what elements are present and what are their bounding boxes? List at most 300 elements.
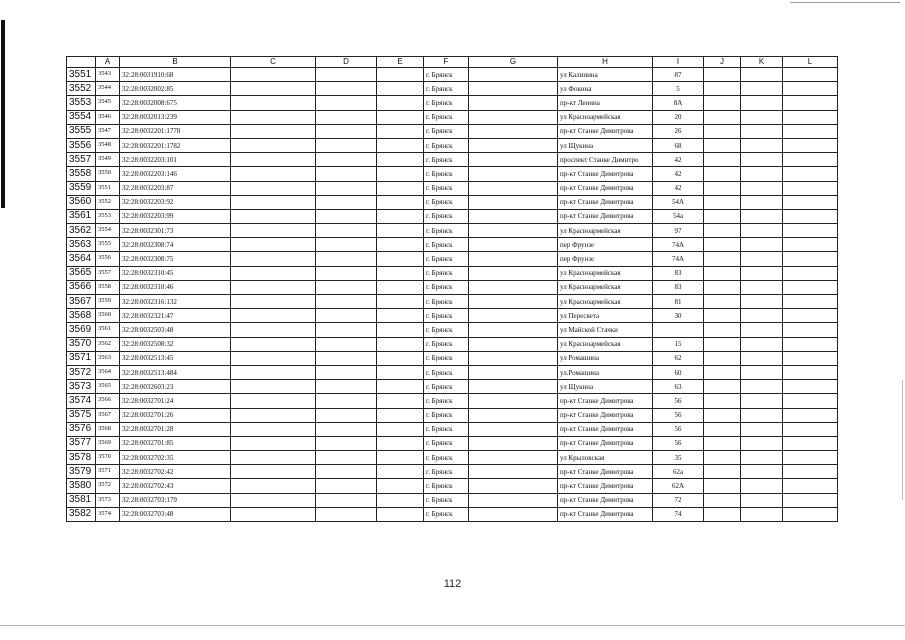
cell-l	[783, 451, 838, 465]
cell-i-house: 62А	[653, 479, 704, 493]
table-row	[67, 493, 838, 507]
cell-h-street: пер Фрунзе	[558, 252, 653, 266]
cell-c	[231, 507, 316, 521]
cell-i-house: 68	[653, 138, 704, 152]
cell-l	[783, 323, 838, 337]
cell-d	[316, 493, 377, 507]
cell-f-city: г. Брянск	[424, 138, 469, 152]
row-number: 3579	[67, 465, 96, 479]
row-number: 3558	[67, 167, 96, 181]
cell-j	[704, 110, 741, 124]
row-number: 3557	[67, 153, 96, 167]
table-row	[67, 82, 838, 96]
cell-h-street: пр-кт Станке Димитрова	[558, 479, 653, 493]
cell-c	[231, 110, 316, 124]
cell-f-city: г. Брянск	[424, 238, 469, 252]
table-row	[67, 238, 838, 252]
row-number: 3573	[67, 380, 96, 394]
cell-h-street: пр-кт Станке Димитрова	[558, 422, 653, 436]
cell-f-city: г. Брянск	[424, 465, 469, 479]
row-number: 3568	[67, 309, 96, 323]
cell-g	[469, 451, 558, 465]
cell-a-index: 3567	[96, 408, 120, 422]
cell-a-index: 3570	[96, 451, 120, 465]
cell-e	[377, 465, 424, 479]
cell-f-city: г. Брянск	[424, 451, 469, 465]
cell-l	[783, 252, 838, 266]
cell-f-city: г. Брянск	[424, 224, 469, 238]
cell-i-house: 83	[653, 280, 704, 294]
cell-d	[316, 266, 377, 280]
cell-c	[231, 394, 316, 408]
row-number: 3572	[67, 365, 96, 379]
table-row	[67, 408, 838, 422]
cell-d	[316, 153, 377, 167]
cell-d	[316, 337, 377, 351]
cell-l	[783, 309, 838, 323]
cell-d	[316, 224, 377, 238]
cell-k	[741, 436, 783, 450]
cell-k	[741, 181, 783, 195]
cell-c	[231, 224, 316, 238]
cell-e	[377, 167, 424, 181]
cell-b-cadastral-number: 32:28:0032203:99	[120, 209, 231, 223]
cell-c	[231, 238, 316, 252]
cell-d	[316, 195, 377, 209]
cell-f-city: г. Брянск	[424, 351, 469, 365]
cell-g	[469, 138, 558, 152]
cell-g	[469, 238, 558, 252]
cell-k	[741, 167, 783, 181]
cell-d	[316, 82, 377, 96]
row-number: 3552	[67, 82, 96, 96]
cell-i-house: 74	[653, 507, 704, 521]
cell-i-house	[653, 323, 704, 337]
cell-f-city: г. Брянск	[424, 436, 469, 450]
table-row	[67, 323, 838, 337]
cell-f-city: г. Брянск	[424, 323, 469, 337]
cell-c	[231, 280, 316, 294]
cell-i-house: 63	[653, 380, 704, 394]
cell-d	[316, 252, 377, 266]
cell-d	[316, 295, 377, 309]
scan-left-edge	[1, 20, 5, 208]
cell-k	[741, 451, 783, 465]
table-row	[67, 124, 838, 138]
cell-h-street: ул Красноармейская	[558, 110, 653, 124]
cell-h-street: пр-кт Станке Димитрова	[558, 408, 653, 422]
cell-f-city: г. Брянск	[424, 309, 469, 323]
cell-i-house: 97	[653, 224, 704, 238]
cell-h-street: ул Калинина	[558, 68, 653, 82]
cell-b-cadastral-number: 32:28:0032701:28	[120, 422, 231, 436]
cell-b-cadastral-number: 32:28:0032013:239	[120, 110, 231, 124]
cell-a-index: 3558	[96, 280, 120, 294]
row-number: 3575	[67, 408, 96, 422]
cell-a-index: 3571	[96, 465, 120, 479]
cell-b-cadastral-number: 32:28:0032702:43	[120, 479, 231, 493]
cell-i-house: 56	[653, 394, 704, 408]
cell-f-city: г. Брянск	[424, 394, 469, 408]
cell-g	[469, 380, 558, 394]
cell-f-city: г. Брянск	[424, 209, 469, 223]
cell-h-street: пр-кт Ленина	[558, 96, 653, 110]
cell-k	[741, 280, 783, 294]
cell-a-index: 3572	[96, 479, 120, 493]
cell-d	[316, 309, 377, 323]
cell-f-city: г. Брянск	[424, 181, 469, 195]
cell-h-street: ул Щукина	[558, 138, 653, 152]
cell-b-cadastral-number: 32:28:0032308:74	[120, 238, 231, 252]
cell-i-house: 26	[653, 124, 704, 138]
cell-l	[783, 337, 838, 351]
cell-a-index: 3566	[96, 394, 120, 408]
cell-k	[741, 82, 783, 96]
cell-c	[231, 436, 316, 450]
cell-b-cadastral-number: 32:28:0032310:46	[120, 280, 231, 294]
cell-c	[231, 138, 316, 152]
cell-f-city: г. Брянск	[424, 479, 469, 493]
cell-k	[741, 195, 783, 209]
cell-c	[231, 124, 316, 138]
cell-b-cadastral-number: 32:28:0032310:45	[120, 266, 231, 280]
cell-k	[741, 238, 783, 252]
cell-a-index: 3569	[96, 436, 120, 450]
cell-l	[783, 153, 838, 167]
cell-i-house: 54А	[653, 195, 704, 209]
cell-c	[231, 295, 316, 309]
row-number: 3554	[67, 110, 96, 124]
page-number: 112	[443, 578, 462, 590]
cell-g	[469, 181, 558, 195]
cell-b-cadastral-number: 32:28:0032201:1778	[120, 124, 231, 138]
cell-d	[316, 351, 377, 365]
cell-d	[316, 507, 377, 521]
cell-h-street: ул Фокина	[558, 82, 653, 96]
cell-i-house: 15	[653, 337, 704, 351]
cell-l	[783, 124, 838, 138]
cell-b-cadastral-number: 32:28:0031910:68	[120, 68, 231, 82]
table-row	[67, 479, 838, 493]
cell-b-cadastral-number: 32:28:0032701:26	[120, 408, 231, 422]
cell-l	[783, 479, 838, 493]
table-row	[67, 153, 838, 167]
column-header-b: B	[120, 57, 231, 68]
cell-k	[741, 479, 783, 493]
column-header-l: L	[783, 57, 838, 68]
cell-i-house: 62	[653, 351, 704, 365]
cell-j	[704, 224, 741, 238]
cell-d	[316, 422, 377, 436]
cell-j	[704, 451, 741, 465]
cell-g	[469, 209, 558, 223]
cell-b-cadastral-number: 32:28:0032201:1782	[120, 138, 231, 152]
cell-b-cadastral-number: 32:28:0032321:47	[120, 309, 231, 323]
cell-l	[783, 436, 838, 450]
row-number: 3551	[67, 68, 96, 82]
cell-b-cadastral-number: 32:28:0032603:23	[120, 380, 231, 394]
table-row	[67, 224, 838, 238]
cell-g	[469, 252, 558, 266]
cell-j	[704, 280, 741, 294]
cell-i-house: 56	[653, 422, 704, 436]
cell-c	[231, 365, 316, 379]
column-header-h: H	[558, 57, 653, 68]
cell-l	[783, 422, 838, 436]
cell-g	[469, 394, 558, 408]
cell-g	[469, 408, 558, 422]
cell-c	[231, 337, 316, 351]
cell-j	[704, 68, 741, 82]
cell-c	[231, 195, 316, 209]
cell-e	[377, 295, 424, 309]
cell-a-index: 3544	[96, 82, 120, 96]
cell-j	[704, 394, 741, 408]
cell-a-index: 3560	[96, 309, 120, 323]
cell-d	[316, 451, 377, 465]
cell-f-city: г. Брянск	[424, 110, 469, 124]
cell-g	[469, 68, 558, 82]
table-body	[67, 68, 838, 522]
cell-e	[377, 280, 424, 294]
cell-b-cadastral-number: 32:28:0032203:146	[120, 167, 231, 181]
row-number: 3567	[67, 295, 96, 309]
cell-k	[741, 153, 783, 167]
row-number: 3555	[67, 124, 96, 138]
cell-l	[783, 110, 838, 124]
cell-g	[469, 153, 558, 167]
column-header-j: J	[704, 57, 741, 68]
cell-j	[704, 351, 741, 365]
cell-d	[316, 465, 377, 479]
cell-k	[741, 295, 783, 309]
cell-j	[704, 238, 741, 252]
cell-d	[316, 408, 377, 422]
cell-g	[469, 295, 558, 309]
cell-g	[469, 280, 558, 294]
cell-l	[783, 380, 838, 394]
cell-a-index: 3549	[96, 153, 120, 167]
cell-a-index: 3562	[96, 337, 120, 351]
cell-g	[469, 479, 558, 493]
column-header-corner	[67, 57, 96, 68]
cell-a-index: 3574	[96, 507, 120, 521]
cell-k	[741, 124, 783, 138]
cell-j	[704, 181, 741, 195]
cell-i-house: 74А	[653, 252, 704, 266]
cell-l	[783, 295, 838, 309]
row-number: 3562	[67, 224, 96, 238]
cell-e	[377, 394, 424, 408]
cell-e	[377, 323, 424, 337]
cell-c	[231, 479, 316, 493]
cell-d	[316, 238, 377, 252]
cell-h-street: ул Красноармейская	[558, 224, 653, 238]
cell-e	[377, 68, 424, 82]
table-row	[67, 465, 838, 479]
cell-f-city: г. Брянск	[424, 493, 469, 507]
cell-h-street: ул Щукина	[558, 380, 653, 394]
cell-c	[231, 266, 316, 280]
cell-l	[783, 195, 838, 209]
cell-l	[783, 507, 838, 521]
cell-e	[377, 266, 424, 280]
cell-f-city: г. Брянск	[424, 337, 469, 351]
cell-j	[704, 323, 741, 337]
cell-a-index: 3568	[96, 422, 120, 436]
cell-f-city: г. Брянск	[424, 68, 469, 82]
cell-a-index: 3561	[96, 323, 120, 337]
cell-h-street: ул Пересвета	[558, 309, 653, 323]
column-header-g: G	[469, 57, 558, 68]
cell-l	[783, 465, 838, 479]
cell-k	[741, 337, 783, 351]
cell-d	[316, 167, 377, 181]
cell-a-index: 3555	[96, 238, 120, 252]
table-row	[67, 436, 838, 450]
cell-j	[704, 337, 741, 351]
cell-f-city: г. Брянск	[424, 96, 469, 110]
cell-j	[704, 138, 741, 152]
cell-e	[377, 337, 424, 351]
cell-h-street: пр-кт Станке Димитрова	[558, 436, 653, 450]
cell-d	[316, 380, 377, 394]
cell-e	[377, 451, 424, 465]
cell-h-street: проспект Станке Димитро	[558, 153, 653, 167]
cell-g	[469, 110, 558, 124]
cell-g	[469, 224, 558, 238]
cell-f-city: г. Брянск	[424, 365, 469, 379]
cell-i-house: 62а	[653, 465, 704, 479]
cell-c	[231, 68, 316, 82]
cell-d	[316, 96, 377, 110]
cell-h-street: ул Майской Стачки	[558, 323, 653, 337]
cell-h-street: пер Фрунзе	[558, 238, 653, 252]
cell-g	[469, 167, 558, 181]
cell-g	[469, 309, 558, 323]
cell-l	[783, 493, 838, 507]
cell-l	[783, 96, 838, 110]
cell-a-index: 3551	[96, 181, 120, 195]
cell-d	[316, 365, 377, 379]
cell-e	[377, 351, 424, 365]
cell-b-cadastral-number: 32:28:0032508:32	[120, 337, 231, 351]
cell-i-house: 5	[653, 82, 704, 96]
row-number: 3571	[67, 351, 96, 365]
cell-c	[231, 96, 316, 110]
cell-j	[704, 195, 741, 209]
cell-a-index: 3543	[96, 68, 120, 82]
column-header-c: C	[231, 57, 316, 68]
cell-e	[377, 96, 424, 110]
row-number: 3574	[67, 394, 96, 408]
cell-b-cadastral-number: 32:28:0032203:92	[120, 195, 231, 209]
cell-c	[231, 408, 316, 422]
table-row	[67, 110, 838, 124]
cell-d	[316, 181, 377, 195]
row-number: 3560	[67, 195, 96, 209]
cell-j	[704, 124, 741, 138]
cell-h-street: ул Красноармейская	[558, 266, 653, 280]
cell-a-index: 3565	[96, 380, 120, 394]
cell-f-city: г. Брянск	[424, 507, 469, 521]
cell-h-street: пр-кт Станке Димитрова	[558, 181, 653, 195]
cell-j	[704, 408, 741, 422]
cell-l	[783, 82, 838, 96]
cell-f-city: г. Брянск	[424, 422, 469, 436]
cell-f-city: г. Брянск	[424, 280, 469, 294]
cell-g	[469, 337, 558, 351]
cell-e	[377, 309, 424, 323]
column-header-i: I	[653, 57, 704, 68]
cell-j	[704, 436, 741, 450]
cell-a-index: 3556	[96, 252, 120, 266]
cell-j	[704, 96, 741, 110]
cell-c	[231, 351, 316, 365]
cell-h-street: пр-кт Станке Димитрова	[558, 394, 653, 408]
cell-g	[469, 436, 558, 450]
cell-l	[783, 351, 838, 365]
cell-h-street: пр-кт Станке Димитрова	[558, 167, 653, 181]
column-header-d: D	[316, 57, 377, 68]
cell-h-street: пр-кт Станке Димитрова	[558, 507, 653, 521]
cell-a-index: 3553	[96, 209, 120, 223]
cell-e	[377, 110, 424, 124]
row-number: 3569	[67, 323, 96, 337]
cell-f-city: г. Брянск	[424, 408, 469, 422]
cell-k	[741, 507, 783, 521]
cell-j	[704, 295, 741, 309]
cell-e	[377, 422, 424, 436]
table-row	[67, 394, 838, 408]
cell-f-city: г. Брянск	[424, 252, 469, 266]
cell-l	[783, 266, 838, 280]
cell-d	[316, 209, 377, 223]
scan-right-edge	[902, 380, 903, 500]
cell-a-index: 3573	[96, 493, 120, 507]
cell-i-house: 54а	[653, 209, 704, 223]
cell-c	[231, 465, 316, 479]
cell-e	[377, 380, 424, 394]
cell-e	[377, 138, 424, 152]
cell-k	[741, 365, 783, 379]
cell-c	[231, 309, 316, 323]
cell-h-street: ул.Ромашина	[558, 365, 653, 379]
cell-d	[316, 394, 377, 408]
cell-g	[469, 82, 558, 96]
cell-c	[231, 422, 316, 436]
cell-j	[704, 380, 741, 394]
cell-i-house: 60	[653, 365, 704, 379]
column-header-f: F	[424, 57, 469, 68]
cell-k	[741, 422, 783, 436]
cell-c	[231, 323, 316, 337]
table-row	[67, 295, 838, 309]
cell-e	[377, 507, 424, 521]
cell-b-cadastral-number: 32:28:0032701:85	[120, 436, 231, 450]
cell-i-house: 81	[653, 295, 704, 309]
cell-g	[469, 365, 558, 379]
cell-k	[741, 138, 783, 152]
cell-l	[783, 408, 838, 422]
cell-l	[783, 138, 838, 152]
row-number: 3580	[67, 479, 96, 493]
table-row	[67, 138, 838, 152]
cell-k	[741, 493, 783, 507]
cell-d	[316, 479, 377, 493]
row-number: 3578	[67, 451, 96, 465]
cell-i-house: 56	[653, 408, 704, 422]
